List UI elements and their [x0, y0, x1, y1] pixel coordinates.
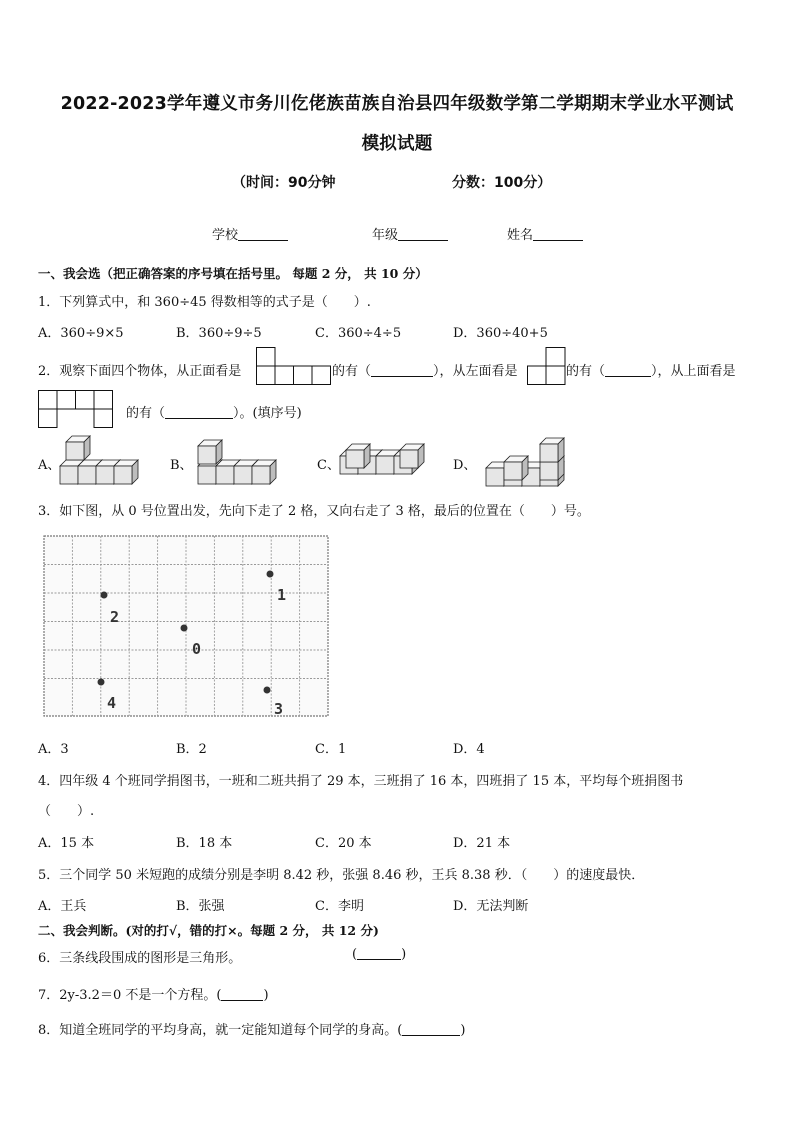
name-label: 姓名 [507, 228, 534, 243]
q4-option-b[interactable]: B．18 本 [176, 836, 233, 851]
top-view-shape-icon [38, 390, 114, 428]
q2-option-b[interactable]: B、 [170, 458, 193, 473]
question-2-part-b: 的有（ ），从左面看是 [332, 364, 518, 379]
cube-figure-a-icon [60, 436, 144, 486]
q3-option-a[interactable]: A．3 [38, 742, 69, 757]
page-title: 2022-2023学年遵义市务川仡佬族苗族自治县四年级数学第二学期期末学业水平测试 [60, 94, 734, 114]
q3-option-c[interactable]: C．1 [315, 742, 347, 757]
grid-point-2 [101, 592, 108, 599]
school-label: 学校 [212, 228, 239, 243]
name-field[interactable] [507, 224, 583, 243]
q1-option-b[interactable]: B．360÷9÷5 [176, 326, 262, 341]
cube-figure-b-icon [198, 436, 288, 486]
q7-answer-blank[interactable] [221, 988, 263, 1001]
q4-option-c[interactable]: C．20 本 [315, 836, 372, 851]
grid-point-4 [98, 679, 105, 686]
grade-label: 年级 [372, 228, 399, 243]
grid-point-1 [267, 571, 274, 578]
question-5: 5．三个同学 50 米短跑的成绩分别是李明 8.42 秒，张强 8.46 秒，王兵 8.38 秒．（ ）的速度最快． [38, 868, 645, 883]
q1-option-c[interactable]: C．360÷4÷5 [315, 326, 402, 341]
grid-label-2: 2 [110, 608, 120, 626]
q1-option-d[interactable]: D．360÷40+5 [453, 326, 548, 341]
question-1: 1．下列算式中，和 360÷45 得数相等的式子是（ ）. [38, 295, 371, 310]
question-2-part-d: 的有（ ）。(填序号) [126, 406, 302, 421]
q2-option-c[interactable]: C、 [317, 458, 340, 473]
question-4-line2: （ ）. [38, 804, 95, 819]
section-2-heading: 二、我会判断。(对的打√，错的打×。每题 2 分， 共 12 分) [38, 923, 379, 938]
position-grid-figure [44, 536, 330, 718]
question-7: 7．2y-3.2＝0 不是一个方程。( ) [38, 988, 269, 1003]
q2-option-a[interactable]: A、 [38, 458, 61, 473]
q8-answer-blank[interactable] [402, 1023, 460, 1036]
grid-label-1: 1 [277, 586, 287, 604]
q3-option-d[interactable]: D．4 [453, 742, 485, 757]
q6-answer-blank[interactable]: ( ) [352, 947, 407, 962]
section-1-heading: 一、我会选（把正确答案的序号填在括号里。 每题 2 分， 共 10 分） [38, 266, 428, 281]
q5-option-b[interactable]: B．张强 [176, 899, 225, 914]
q5-option-d[interactable]: D．无法判断 [453, 899, 529, 914]
question-4-line1: 4．四年级 4 个班同学捐图书，一班和二班共捐了 29 本，三班捐了 16 本，四班捐了 15 本，平均每个班捐图书 [38, 774, 684, 789]
exam-time: （时间：90分钟 [232, 175, 336, 191]
question-3: 3．如下图，从 0 号位置出发，先向下走了 2 格，又向右走了 3 格，最后的位置在（ ）号。 [38, 504, 590, 519]
q4-option-a[interactable]: A．15 本 [38, 836, 95, 851]
question-2-part-a: 2．观察下面四个物体，从正面看是 [38, 364, 242, 379]
q5-option-a[interactable]: A．王兵 [38, 899, 87, 914]
question-6: 6．三条线段围成的图形是三角形。 [38, 951, 242, 966]
page-title-line2: 模拟试题 [361, 134, 433, 154]
exam-score: 分数：100分） [452, 175, 552, 191]
left-view-shape-icon [527, 347, 567, 385]
grade-field[interactable] [372, 224, 448, 243]
grid-label-3: 3 [274, 700, 284, 718]
q2-option-d[interactable]: D、 [453, 458, 477, 473]
cube-figure-d-icon [486, 436, 576, 486]
q3-option-b[interactable]: B．2 [176, 742, 207, 757]
grid-label-0: 0 [192, 640, 202, 658]
front-view-shape-icon [256, 347, 332, 385]
q5-option-c[interactable]: C．李明 [315, 899, 364, 914]
q1-option-a[interactable]: A．360÷9×5 [38, 326, 124, 341]
cube-figure-c-icon [340, 440, 430, 480]
school-field[interactable] [212, 224, 288, 243]
q4-option-d[interactable]: D．21 本 [453, 836, 511, 851]
question-2-part-c: 的有（ ），从上面看是 [566, 364, 736, 379]
grid-label-4: 4 [107, 694, 117, 712]
grid-point-0 [181, 625, 188, 632]
question-8: 8．知道全班同学的平均身高，就一定能知道每个同学的身高。( ) [38, 1023, 466, 1038]
grid-point-3 [264, 687, 271, 694]
